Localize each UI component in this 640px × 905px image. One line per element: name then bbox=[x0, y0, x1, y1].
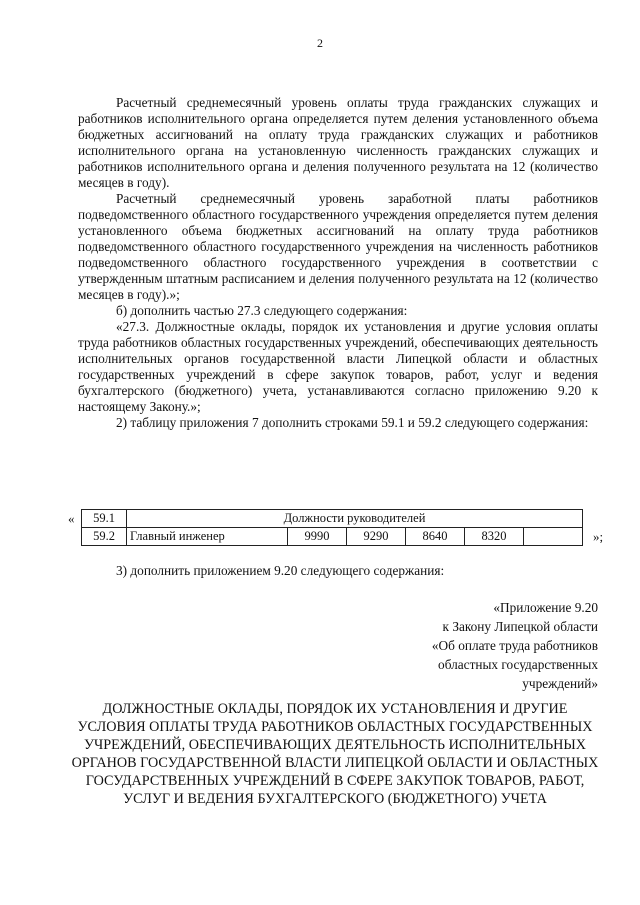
salary-value bbox=[524, 528, 583, 546]
salary-value: 8640 bbox=[406, 528, 465, 546]
salary-value: 9290 bbox=[347, 528, 406, 546]
row-number: 59.1 bbox=[82, 510, 127, 528]
appendix-header-line: к Закону Липецкой области bbox=[442, 619, 598, 634]
appendix-header-line: областных государственных bbox=[438, 657, 598, 672]
appendix-header-line: «Об оплате труда работников bbox=[431, 638, 598, 653]
table-row bbox=[82, 528, 583, 546]
paragraph-avg-salary-institution: Расчетный среднемесячный уровень заработной платы работников подведомственного областного государственного учреждения определяется путем деления установленного объема бюджетных ассигнований на оплату труда работников подведомственного областного государственного учреждения на численность работников подведомственного областного государственного учреждения в соответствии с утвержденным штатным расписанием и деления полученного результата на 12 (количество месяцев в году).»; bbox=[78, 191, 598, 302]
appendix-header-line: учреждений» bbox=[522, 676, 598, 691]
table-quote-open: « bbox=[68, 511, 75, 526]
paragraph-amend-2: 2) таблицу приложения 7 дополнить строками 59.1 и 59.2 следующего содержания: bbox=[116, 415, 589, 430]
page-number: 2 bbox=[317, 36, 323, 50]
paragraph-amend-b: б) дополнить частью 27.3 следующего содержания: bbox=[116, 303, 408, 318]
salary-value: 9990 bbox=[288, 528, 347, 546]
group-heading: Должности руководителей bbox=[127, 510, 583, 528]
appendix-header bbox=[432, 598, 598, 693]
staff-table bbox=[81, 509, 583, 546]
row-number: 59.2 bbox=[82, 528, 127, 546]
position-name: Главный инженер bbox=[127, 528, 288, 546]
appendix-header-line: «Приложение 9.20 bbox=[493, 600, 598, 615]
amendment-3: 3) дополнить приложением 9.20 следующего содержания: bbox=[116, 563, 445, 578]
body-text bbox=[78, 95, 598, 431]
section-title: ДОЛЖНОСТНЫЕ ОКЛАДЫ, ПОРЯДОК ИХ УСТАНОВЛЕНИЯ И ДРУГИЕ УСЛОВИЯ ОПЛАТЫ ТРУДА РАБОТНИКОВ ОБЛАСТНЫХ ГОСУДАРСТВЕННЫХ УЧРЕЖДЕНИЙ, ОБЕСПЕЧИВАЮЩИХ ДЕЯТЕЛЬНОСТЬ ИСПОЛНИТЕЛЬНЫХ ОРГАНОВ ГОСУДАРСТВЕННОЙ ВЛАСТИ ЛИПЕЦКОЙ ОБЛАСТИ И ОБЛАСТНЫХ ГОСУДАРСТВЕННЫХ УЧРЕЖДЕНИЙ В СФЕРЕ ЗАКУПОК ТОВАРОВ, РАБОТ, УСЛУГ И ВЕДЕНИЯ БУХГАЛТЕРСКОГО (БЮДЖЕТНОГО) УЧЕТА bbox=[71, 701, 599, 807]
table-row bbox=[82, 510, 583, 528]
table-quote-close: »; bbox=[593, 529, 604, 544]
paragraph-part-27-3: «27.3. Должностные оклады, порядок их установления и другие условия оплаты труда работников областных государственных учреждений, обеспечивающих деятельность исполнительных органов государственной власти Липецкой области и областных государственных учреждений в сфере закупок товаров, работ, услуг и ведения бухгалтерского (бюджетного) учета, устанавливаются согласно приложению 9.20 к настоящему Закону.»; bbox=[78, 319, 598, 414]
salary-value: 8320 bbox=[465, 528, 524, 546]
paragraph-avg-pay-civil-servants: Расчетный среднемесячный уровень оплаты труда гражданских служащих и работников исполнительного органа определяется путем деления установленного объема бюджетных ассигнований на оплату труда гражданских служащих и работников исполнительного органа на установленную численность гражданских служащих и работников исполнительного органа и деления полученного результата на 12 (количество месяцев в году). bbox=[78, 95, 598, 190]
